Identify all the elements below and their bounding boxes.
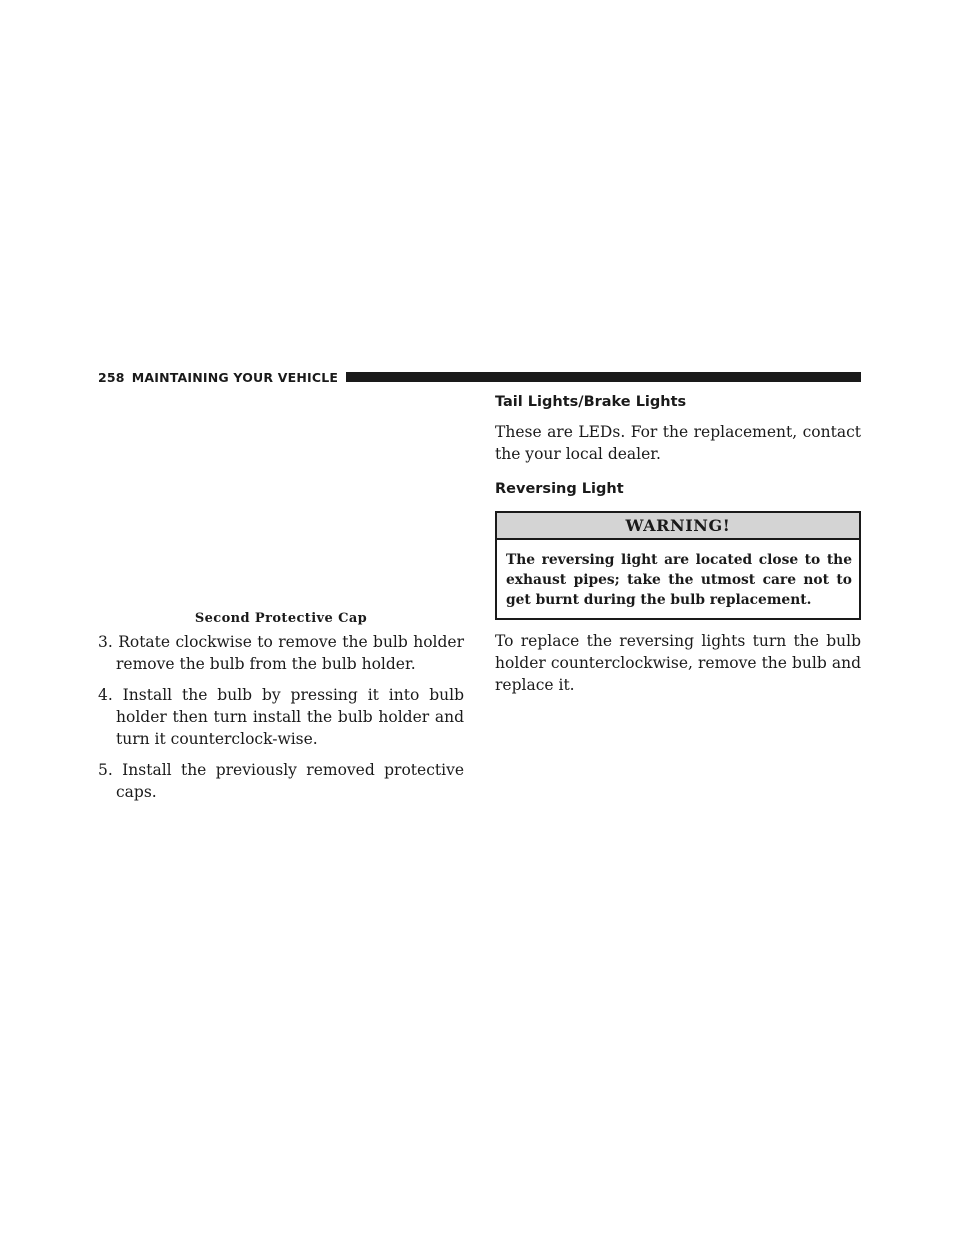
page-number: 258 [98,369,125,385]
section-title: MAINTAINING YOUR VEHICLE [131,369,339,385]
step-item: 4. Install the bulb by pressing it into bulb holder then turn install the bulb holder and turn it counterclock-wise. [98,686,464,748]
left-column [98,398,464,801]
step-item: 5. Install the previously removed protective caps. [98,761,464,801]
step-list [98,631,464,812]
reversing-light-heading: Reversing Light [495,481,624,497]
right-column [495,392,861,710]
warning-title: WARNING! [497,513,859,540]
page-header [98,366,861,388]
step-item: 3. Rotate clockwise to remove the bulb holder remove the bulb from the bulb holder. [98,633,464,673]
reversing-light-text: To replace the reversing lights turn the bulb holder counterclockwise, remove the bulb and replace it. [495,632,861,694]
header-rule [346,372,861,382]
tail-lights-heading: Tail Lights/Brake Lights [495,394,687,410]
figure-caption: Second Protective Cap [194,611,368,626]
figure-placeholder [98,398,464,608]
warning-text: The reversing light are located close to the exhaust pipes; take the utmost care not to get burnt during the bulb replacement. [506,552,852,608]
warning-box [495,511,861,620]
tail-lights-text: These are LEDs. For the replacement, contact the your local dealer. [495,423,861,463]
